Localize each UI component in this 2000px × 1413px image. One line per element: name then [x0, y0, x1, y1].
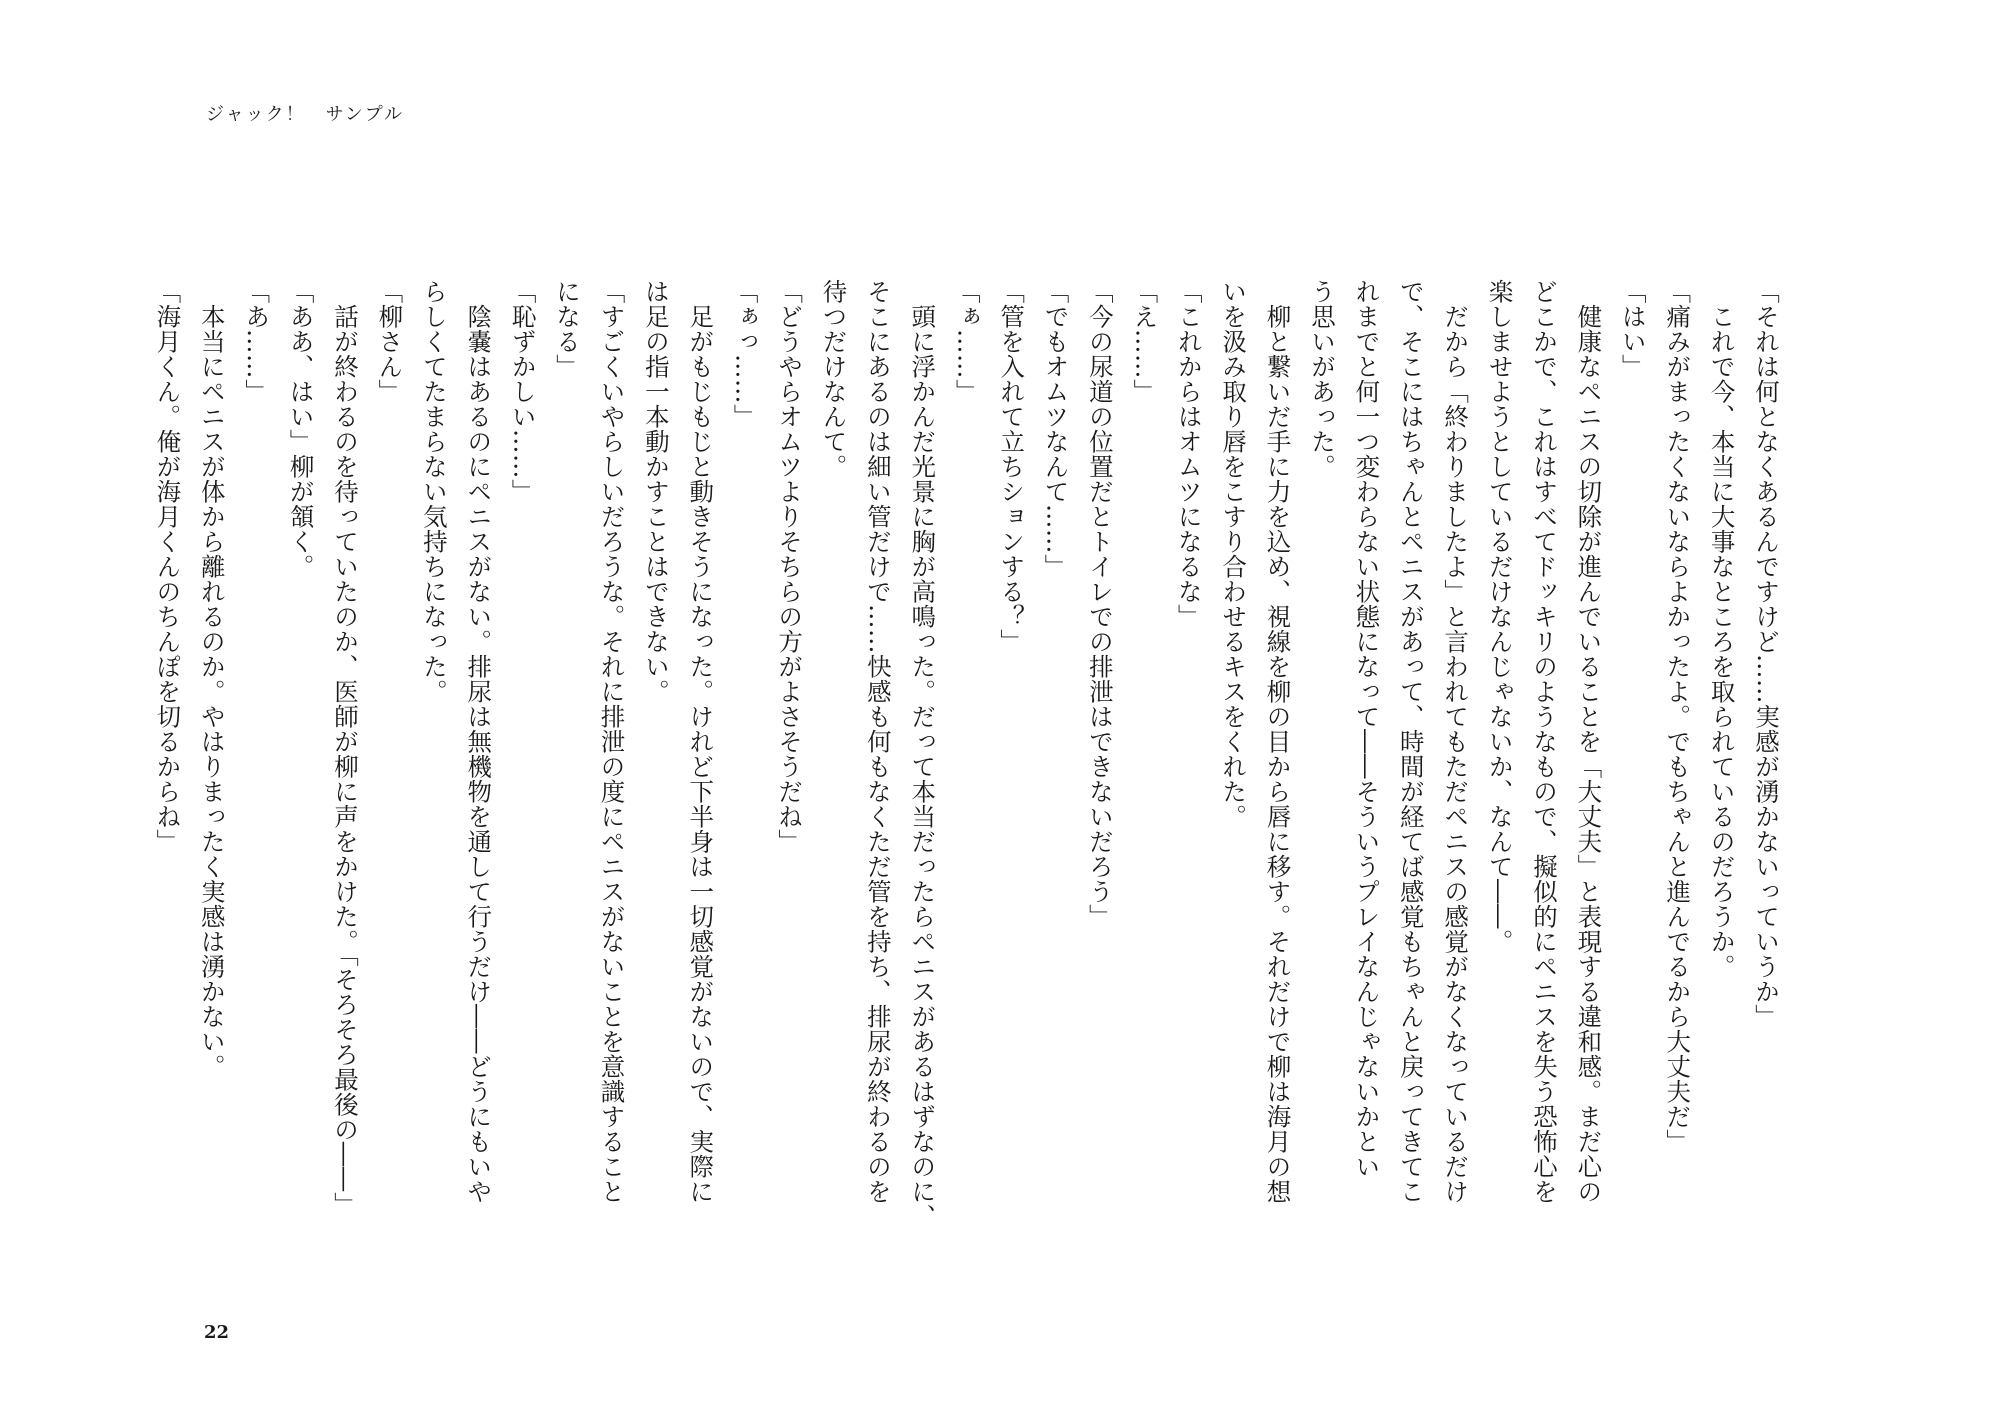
- text-line: 「すごくいやらしいだろうな。それに排泄の度にペニスがないことを意識すること: [597, 279, 627, 1204]
- text-line: 「恥ずかしい……」: [508, 279, 538, 504]
- text-line: 「柳さん」: [375, 279, 405, 404]
- text-line: は足の指一本動かすことはできない。: [641, 279, 671, 704]
- text-line: いを汲み取り唇をこすり合わせるキスをくれた。: [1219, 279, 1249, 829]
- text-line: 「それは何となくあるんですけど……実感が湧かないっていうか」: [1752, 279, 1781, 1029]
- text-line: 健康なペニスの切除が進んでいることを「大丈夫」と表現する違和感。まだ心の: [1574, 279, 1604, 1204]
- text-line: らしくてたまらない気持ちになった。: [419, 279, 449, 704]
- text-line: どこかで、これはすべてドッキリのようなもので、擬似的にペニスを失う恐怖心を: [1529, 279, 1559, 1204]
- text-line: 「管を入れて立ちションする？」: [997, 279, 1027, 654]
- text-line: 「海月くん。俺が海月くんのちんぽを切るからね」: [153, 279, 183, 854]
- text-line: 「今の尿道の位置だとトイレでの排泄はできないだろう」: [1085, 279, 1115, 929]
- text-line: 「これからはオムツになるな」: [1174, 279, 1204, 629]
- text-line: 「はい」: [1618, 279, 1648, 379]
- text-line: 本当にペニスが体から離れるのか。やはりまったく実感は湧かない。: [197, 279, 227, 1079]
- text-line: 「ああ、はい」柳が頷く。: [286, 279, 316, 579]
- text-line: う思いがあった。: [1307, 279, 1337, 479]
- text-line: 楽しませようとしているだけなんじゃないか、なんて――。: [1485, 279, 1515, 954]
- text-line: だから「終わりましたよ」と言われてもただペニスの感覚がなくなっているだけ: [1441, 279, 1471, 1204]
- text-line: 頭に浮かんだ光景に胸が高鳴った。だって本当だったらペニスがあるはずなのに、: [908, 279, 938, 1229]
- text-line: 「でもオムツなんて……」: [1041, 279, 1071, 579]
- text-line: 陰嚢はあるのにペニスがない。排尿は無機物を通して行うだけ――どうにもいや: [464, 279, 494, 1204]
- running-header: ジャック！ サンプル: [206, 104, 405, 125]
- text-line: で、そこにはちゃんとペニスがあって、時間が経てば感覚もちゃんと戻ってきてこ: [1396, 279, 1426, 1204]
- text-line: 「どうやらオムツよりそちらの方がよさそうだね」: [775, 279, 805, 854]
- text-line: そこにあるのは細い管だけで……快感も何もなくただ管を持ち、排尿が終わるのを: [863, 279, 893, 1204]
- text-line: 足がもじもじと動きそうになった。けれど下半身は一切感覚がないので、実際に: [686, 279, 716, 1204]
- text-line: 「ぁ……」: [952, 279, 982, 404]
- text-line: 「あ……」: [242, 279, 272, 404]
- page-number: 22: [204, 1322, 230, 1343]
- text-line: 話が終わるのを待っていたのか、医師が柳に声をかけた。「そろそろ最後の――」: [331, 279, 360, 1217]
- body-text: [145, 279, 1788, 1279]
- text-line: 柳と繋いだ手に力を込め、視線を柳の目から唇に移す。それだけで柳は海月の想: [1263, 279, 1293, 1204]
- text-line: になる」: [553, 279, 583, 379]
- text-line: 「痛みがまったくないならよかったよ。でもちゃんと進んでるから大丈夫だ」: [1663, 279, 1693, 1154]
- text-line: れまでと何一つ変わらない状態になって――そういうプレイなんじゃないかとい: [1352, 279, 1382, 1179]
- text-line: 「ぁっ……」: [730, 279, 760, 429]
- text-line: これで今、本当に大事なところを取られているのだろうか。: [1707, 279, 1737, 979]
- text-line: 「え……」: [1130, 279, 1160, 404]
- text-line: 待つだけなんて。: [819, 279, 849, 479]
